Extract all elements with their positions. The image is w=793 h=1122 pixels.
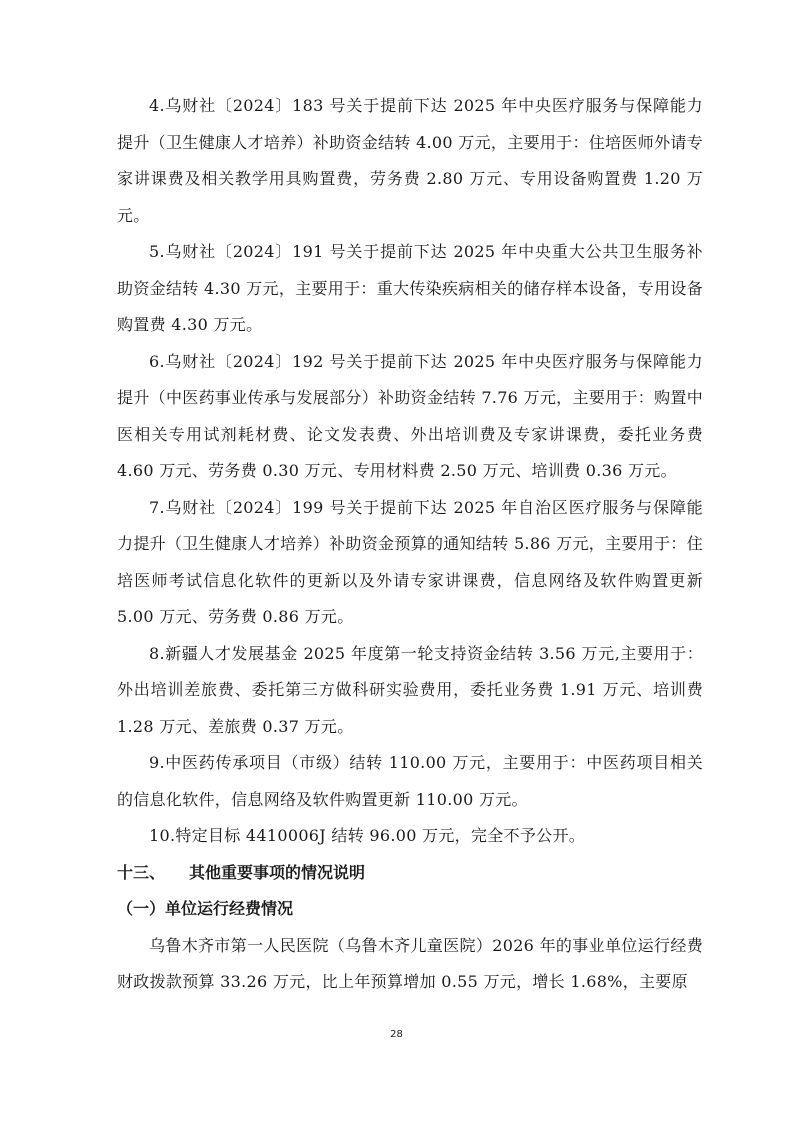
page-content xyxy=(117,88,703,1001)
paragraph-item-10: 10.特定目标 4410006J 结转 96.00 万元，完全不予公开。 xyxy=(149,826,586,845)
subsection-heading: （一）单位运行经费情况 xyxy=(117,899,294,918)
paragraph-item-9: 9.中医药传承项目（市级）结转 110.00 万元，主要用于：中医药项目相关的信息化软件，信息网络及软件购置更新 110.00 万元。 xyxy=(117,753,703,809)
final-paragraph: 乌鲁木齐市第一人民医院（乌鲁木齐儿童医院）2026 年的事业单位运行经费财政拨款预算 33.26 万元，比上年预算增加 0.55 万元，增长 1.68%，主要原 xyxy=(117,935,703,991)
paragraph-item-5: 5.乌财社〔2024〕191 号关于提前下达 2025 年中央重大公共卫生服务补助资金结转 4.30 万元，主要用于：重大传染疾病相关的储存样本设备，专用设备购置费 4.30 万元。 xyxy=(117,242,703,334)
paragraph-item-4: 4.乌财社〔2024〕183 号关于提前下达 2025 年中央医疗服务与保障能力提升（卫生健康人才培养）补助资金结转 4.00 万元，主要用于：住培医师外请专家讲课费及相关教学用具购置费，劳务费 2.80 万元、专用设备购置费 1.20 万元。 xyxy=(117,96,703,225)
section-title: 其他重要事项的情况说明 xyxy=(189,862,366,882)
paragraph-item-6: 6.乌财社〔2024〕192 号关于提前下达 2025 年中央医疗服务与保障能力提升（中医药事业传承与发展部分）补助资金结转 7.76 万元，主要用于：购置中医相关专用试剂耗材费、论文发表费、外出培训费及专家讲课费，委托业务费 4.60 万元、劳务费 0.30 万元、专用材料费 2.50 万元、培训费 0.36 万元。 xyxy=(117,351,703,480)
section-heading xyxy=(117,855,703,892)
paragraph-item-7: 7.乌财社〔2024〕199 号关于提前下达 2025 年自治区医疗服务与保障能力提升（卫生健康人才培养）补助资金预算的通知结转 5.86 万元，主要用于：住培医师考试信息化软件的更新以及外请专家讲课费，信息网络及软件购置更新 5.00 万元、劳务费 0.86 万元。 xyxy=(117,497,703,626)
page-number: 28 xyxy=(390,1029,403,1040)
paragraph-item-8: 8.新疆人才发展基金 2025 年度第一轮支持资金结转 3.56 万元,主要用于：外出培训差旅费、委托第三方做科研实验费用，委托业务费 1.91 万元、培训费 1.28 万元、差旅费 0.37 万元。 xyxy=(117,643,703,736)
section-number: 十三、 xyxy=(117,862,166,882)
